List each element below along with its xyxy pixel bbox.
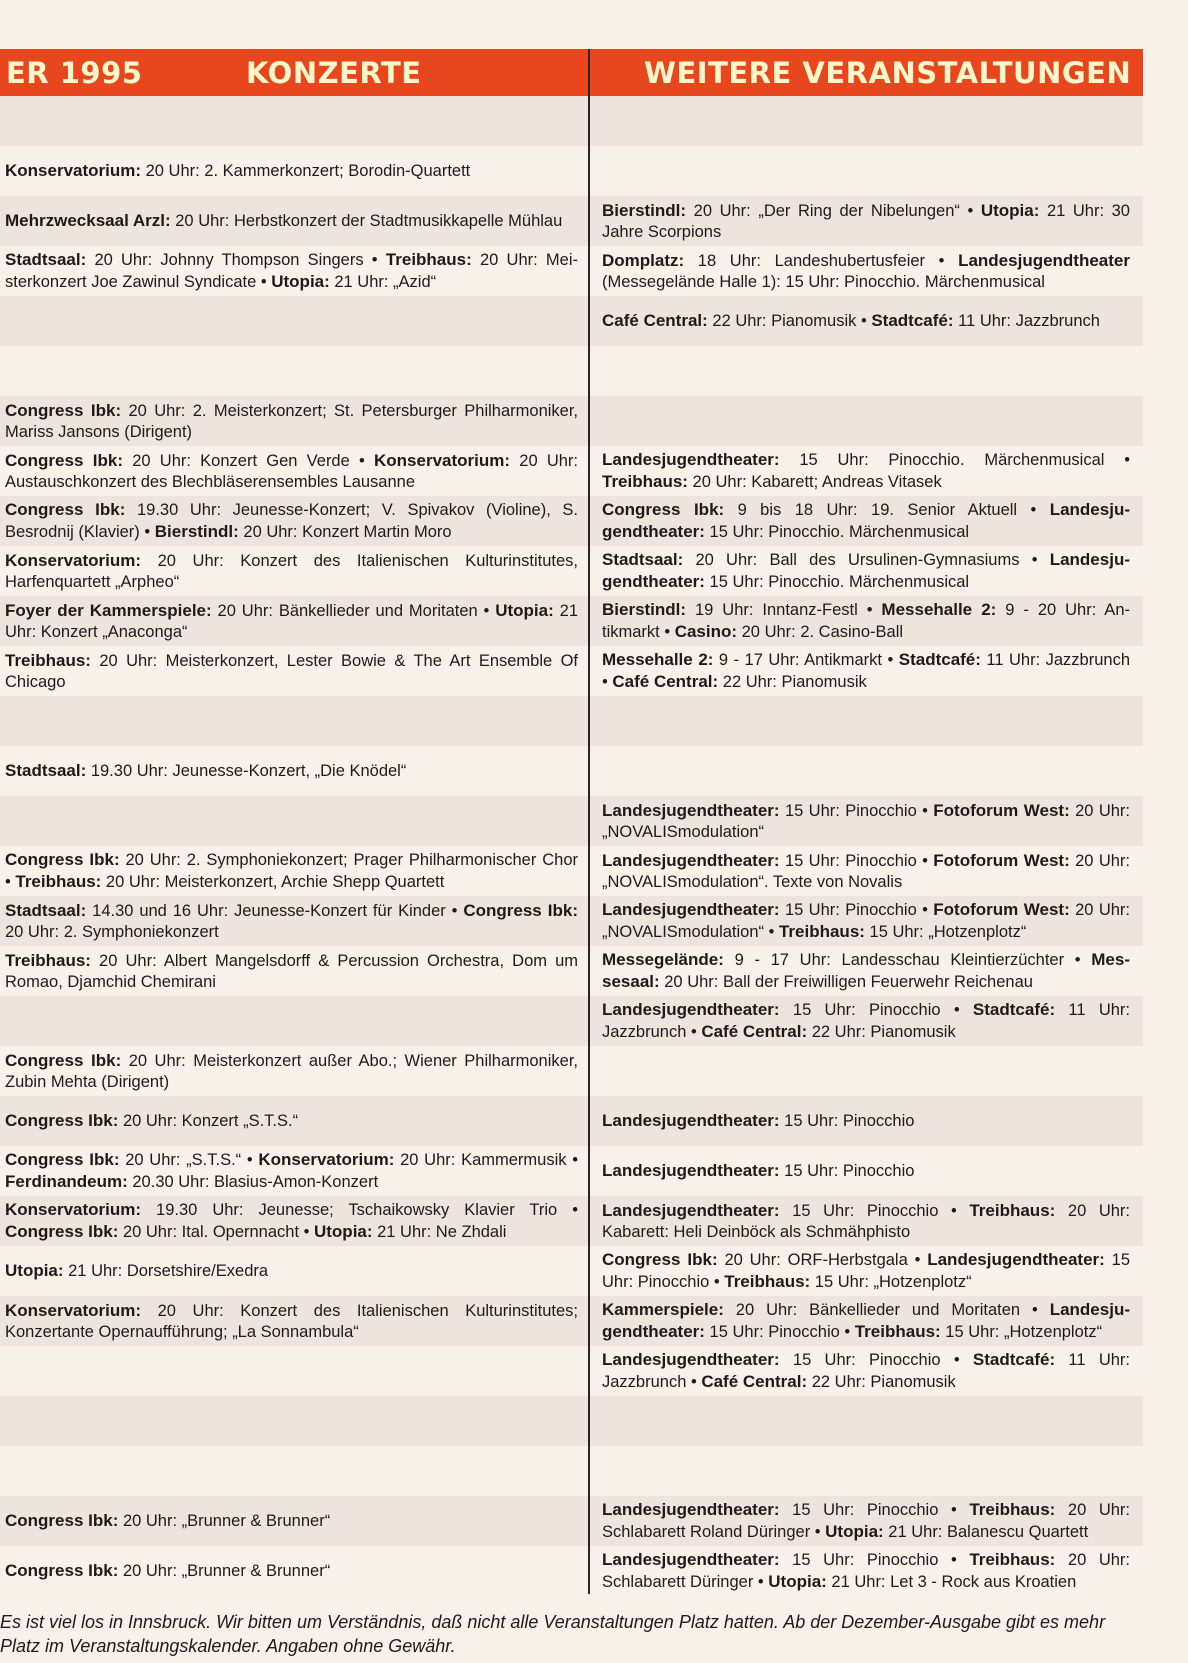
event-details: 15 Uhr: Pinocchio • — [602, 1251, 1131, 1291]
concert-entry — [5, 1196, 578, 1246]
concerts-column-heading: KONZERTE — [246, 56, 422, 90]
event-details: 15 Uhr: Pinocchio • — [779, 901, 934, 919]
venue-name: Café Central: — [701, 1372, 808, 1391]
venue-name: Stadtcafé: — [972, 1000, 1056, 1019]
event-details: 20 Uhr: Schlabarett Düringer • — [602, 1551, 1130, 1591]
concert-entry — [5, 496, 578, 546]
day-row — [0, 1196, 1143, 1246]
concert-entry — [5, 146, 578, 196]
day-row — [0, 796, 1143, 846]
event-details: 21 Uhr: Balanescu Quartett — [883, 1523, 1089, 1541]
event-details: 20 Uhr: 2. Symphoniekonzert; Prager Philharmonischer Chor • — [5, 851, 578, 891]
day-row — [0, 546, 1143, 596]
other-event-entry — [602, 1296, 1130, 1346]
other-event-entry — [602, 496, 1130, 546]
venue-name: Utopia: — [5, 1261, 64, 1280]
venue-name: Ferdinandeum: — [5, 1172, 128, 1191]
other-event-entry — [602, 396, 1130, 446]
event-details: 21 Uhr: „Azid“ — [329, 273, 437, 291]
event-details: 15 Uhr: Pinocchio. Märchenmusical • — [779, 451, 1130, 469]
other-event-entry — [602, 346, 1130, 396]
venue-name: Landesjugendtheater: — [602, 450, 780, 469]
event-details: 20 Uhr: „NOVALISmodulation“ • — [602, 901, 1130, 941]
event-details: 20 Uhr: Meisterkonzert außer Abo.; Wiener Philharmoniker, Zubin Mehta (Dirigent) — [5, 1051, 578, 1091]
other-event-entry — [602, 196, 1130, 246]
concert-entry — [5, 1296, 578, 1346]
venue-name: Foyer der Kammerspiele: — [5, 600, 212, 620]
venue-name: Fotoforum West: — [933, 800, 1070, 820]
other-event-entry — [602, 1046, 1130, 1096]
event-details: 20 Uhr: Albert Mangelsdorff & Percussion Orchestra, Dom um Romao, Djamchid Chemirani — [5, 951, 578, 991]
venue-name: Konservatorium: — [5, 550, 142, 570]
concert-entry — [5, 196, 578, 246]
venue-name: Landesjugendtheater: — [602, 1111, 780, 1130]
event-details: 19.30 Uhr: Jeunesse-Konzert, „Die Knödel“ — [86, 762, 407, 780]
column-divider — [588, 49, 590, 1594]
venue-name: Bierstindl: — [602, 600, 687, 619]
venue-name: Stadtsaal: — [602, 550, 684, 569]
event-details: 20 Uhr: 2. Meisterkonzert; St. Petersburger Philharmoniker, Mariss Jansons (Dirigent) — [5, 401, 579, 441]
venue-name: Congress Ibk: — [5, 1561, 119, 1580]
event-details: 15 Uhr: Pinocchio • — [779, 1551, 970, 1569]
event-details: 20 Uhr: Konzert des Italienischen Kulturinstitutes; Konzertante Opernaufführung; „La Sonnambula“ — [5, 1301, 578, 1341]
event-details: 20 Uhr: Ball des Ursulinen-Gymnasiums • — [683, 551, 1050, 569]
venue-name: Treibhaus: — [724, 1272, 811, 1291]
other-event-entry — [602, 1096, 1130, 1146]
event-details: 20 Uhr: „Brunner & Brunner“ — [118, 1562, 331, 1580]
other-event-entry — [602, 1496, 1130, 1546]
day-row — [0, 596, 1143, 646]
event-details: 15 Uhr: Pinocchio. Märchenmusical — [704, 573, 970, 591]
concert-entry — [5, 96, 578, 146]
event-details: 20 Uhr: Konzert des Italienischen Kulturinstitutes, Harfenquartett „Arpheo“ — [5, 551, 578, 591]
event-details: 20 Uhr: Meisterkonzert, Lester Bowie & The Art Ensemble Of Chicago — [5, 651, 578, 691]
day-row — [0, 1296, 1143, 1346]
event-details: 15 Uhr: „Hotzenplotz“ — [864, 923, 1027, 941]
concert-entry — [5, 896, 578, 946]
day-row — [0, 896, 1143, 946]
event-details: 20 Uhr: Konzert „S.T.S.“ — [118, 1112, 299, 1130]
event-details: 22 Uhr: Pianomusik — [807, 1023, 956, 1041]
event-details: 11 Uhr: Jazzbrunch • — [602, 651, 1131, 691]
venue-name: Café Central: — [701, 1022, 808, 1041]
venue-name: Congress Ibk: — [5, 1222, 119, 1241]
event-details: 20 Uhr: „Der Ring der Nibelungen“ • — [686, 201, 981, 220]
other-event-entry — [602, 1196, 1130, 1246]
event-details: 20 Uhr: „NOVALISmodulation“. Texte von Novalis — [602, 851, 1130, 891]
day-row — [0, 396, 1143, 446]
event-details: 19.30 Uhr: Jeunesse; Tschaikowsky Klavier Trio • — [141, 1201, 578, 1219]
venue-name: Treibhaus: — [969, 1500, 1056, 1519]
event-details: 21 Uhr: Dorsetshire/Exedra — [63, 1262, 269, 1280]
venue-name: Stadtcafé: — [972, 1350, 1056, 1369]
concert-entry — [5, 696, 578, 746]
event-details: 14.30 und 16 Uhr: Jeunesse-Konzert für Kinder • — [86, 901, 464, 920]
other-event-entry — [602, 246, 1130, 296]
venue-name: Treibhaus: — [969, 1550, 1056, 1569]
day-row — [0, 746, 1143, 796]
venue-name: Landesjugendtheater: — [602, 550, 1130, 591]
event-details: 20 Uhr: Austauschkonzert des Blechbläserensembles Lausanne — [5, 451, 579, 491]
other-event-entry — [602, 596, 1130, 646]
event-details: 20 Uhr: 2. Casino-Ball — [737, 623, 904, 641]
venue-name: Congress Ibk: — [5, 1111, 119, 1130]
event-details: 20 Uhr: Bänkellieder und Moritaten • — [211, 601, 496, 620]
event-details: 20 Uhr: Konzert Martin Moro — [238, 523, 452, 541]
day-row — [0, 996, 1143, 1046]
venue-name: Landesjugendtheater: — [602, 1000, 780, 1019]
venue-name: Landesjugendtheater — [958, 250, 1130, 270]
venue-name: Café Central: — [602, 311, 708, 330]
venue-name: Konservatorium: — [5, 1200, 142, 1219]
venue-name: Landesjugendtheater: — [602, 900, 780, 919]
event-details: 20 Uhr: „S.T.S.“ • — [119, 1151, 259, 1169]
venue-name: Treibhaus: — [778, 922, 865, 941]
venue-name: Treibhaus: — [5, 650, 91, 670]
venue-name: Bierstindl: — [154, 522, 239, 541]
event-details: (Messegelände Halle 1): 15 Uhr: Pinocchio. Märchenmusical — [602, 272, 1045, 291]
other-event-entry — [602, 96, 1130, 146]
day-row — [0, 1246, 1143, 1296]
event-details: 20 Uhr: Johnny Thompson Singers • — [86, 251, 386, 269]
event-details: 22 Uhr: Pianomusik — [807, 1373, 956, 1391]
event-details: 20 Uhr: Meisterkonzert Joe Zawinul Syndicate • — [5, 251, 578, 291]
event-details: 15 Uhr: Pinocchio. Märchenmusical — [704, 523, 970, 541]
day-row — [0, 846, 1143, 896]
concert-entry — [5, 846, 578, 896]
event-details: 20 Uhr: Konzert Gen Verde • — [123, 451, 375, 470]
event-details: 15 Uhr: „Hotzenplotz“ — [940, 1323, 1103, 1341]
event-details: 15 Uhr: Pinocchio — [779, 1112, 915, 1130]
day-row — [0, 1096, 1143, 1146]
concert-entry — [5, 946, 578, 996]
concert-entry — [5, 646, 578, 696]
concert-entry — [5, 1096, 578, 1146]
event-details: 20 Uhr: ORF-Herbstgala • — [717, 1251, 928, 1269]
event-details: 19.30 Uhr: Jeunesse-Konzert; V. Spivakov (Violine), S. Besrodnij (Klavier) • — [5, 501, 578, 541]
venue-name: Landesjugendtheater: — [602, 1550, 780, 1569]
event-details: 15 Uhr: Pinocchio — [779, 1162, 915, 1180]
other-events-column-heading: WEITERE VERANSTALTUNGEN — [644, 56, 1132, 90]
venue-name: Fotoforum West: — [933, 900, 1070, 919]
event-details: 20 Uhr: Ital. Opernnacht • — [118, 1223, 314, 1241]
day-row — [0, 496, 1143, 546]
concert-entry — [5, 1396, 578, 1446]
day-row — [0, 946, 1143, 996]
event-details: 20 Uhr: „Brunner & Brunner“ — [118, 1512, 331, 1530]
venue-name: Landesjugendtheater: — [602, 1500, 780, 1519]
event-details: 20 Uhr: Schlabarett Roland Düringer • — [602, 1501, 1130, 1541]
venue-name: Congress Ibk: — [5, 1050, 122, 1070]
event-details: 15 Uhr: Pinocchio • — [779, 851, 934, 870]
concert-entry — [5, 1446, 578, 1496]
other-event-entry — [602, 1346, 1130, 1396]
venue-name: Messehalle 2: — [602, 650, 714, 669]
concert-entry — [5, 596, 578, 646]
venue-name: Konservatorium: — [5, 161, 142, 180]
day-row — [0, 446, 1143, 496]
venue-name: Treibhaus: — [969, 1200, 1056, 1220]
event-details: 11 Uhr: Jazzbrunch • — [602, 1351, 1131, 1391]
day-row — [0, 1496, 1143, 1546]
venue-name: Congress Ibk: — [5, 1511, 119, 1530]
venue-name: Treibhaus: — [854, 1322, 941, 1341]
venue-name: Utopia: — [768, 1572, 827, 1591]
venue-name: Landesjugendtheater: — [602, 1161, 780, 1180]
event-details: 15 Uhr: Pinocchio • — [779, 1001, 973, 1019]
venue-name: Stadtsaal: — [5, 900, 87, 920]
day-row — [0, 146, 1143, 196]
venue-name: Utopia: — [825, 1522, 884, 1541]
venue-name: Stadtsaal: — [5, 250, 87, 269]
event-details: 9 - 17 Uhr: Antikmarkt • — [713, 651, 899, 669]
event-details: 21 Uhr: Konzert „Anaconga“ — [5, 601, 578, 641]
venue-name: Landesjugendtheater: — [602, 500, 1130, 541]
event-details: 20 Uhr: Meisterkonzert, Archie Shepp Quartett — [101, 873, 445, 891]
other-event-entry — [602, 546, 1130, 596]
day-row — [0, 1446, 1143, 1496]
concert-entry — [5, 1546, 578, 1596]
venue-name: Stadtcafé: — [898, 650, 981, 669]
concert-entry — [5, 446, 578, 496]
concert-entry — [5, 1046, 578, 1096]
event-details: 20 Uhr: 2. Symphoniekonzert — [5, 922, 219, 941]
event-details: 20 Uhr: Kabarett; Andreas Vitasek — [687, 473, 942, 491]
other-event-entry — [602, 1146, 1130, 1196]
event-details: 15 Uhr: Pinocchio • — [779, 801, 934, 820]
month-year-heading: ER 1995 — [6, 56, 143, 90]
other-event-entry — [602, 1246, 1130, 1296]
other-event-entry — [602, 1446, 1130, 1496]
other-event-entry — [602, 1546, 1130, 1596]
venue-name: Messesaal: — [602, 950, 1130, 991]
other-event-entry — [602, 896, 1130, 946]
venue-name: Congress Ibk: — [5, 500, 126, 519]
day-row — [0, 346, 1143, 396]
event-details: 21 Uhr: 30 Jahre Scorpions — [602, 201, 1130, 241]
concert-entry — [5, 246, 578, 296]
venue-name: Utopia: — [313, 1222, 373, 1241]
venue-name: Congress Ibk: — [5, 400, 122, 420]
event-details: 15 Uhr: Pinocchio • — [704, 1323, 855, 1341]
venue-name: Landesjugendtheater: — [602, 1300, 1130, 1341]
venue-name: Casino: — [674, 622, 738, 641]
event-details: 20 Uhr: Kammermusik • — [394, 1151, 578, 1169]
event-details: 9 - 17 Uhr: Landesschau Kleintierzüchter • — [723, 951, 1092, 969]
event-details: 21 Uhr: Let 3 - Rock aus Kroatien — [826, 1573, 1077, 1591]
concert-entry — [5, 296, 578, 346]
event-details: 15 Uhr: „Hotzenplotz“ — [810, 1273, 972, 1291]
event-details: 20 Uhr: Bänkellieder und Moritaten • — [723, 1301, 1050, 1319]
footer-note: Es ist viel los in Innsbruck. Wir bitten um Verständnis, daß nicht alle Veranstaltungen Platz hatten. Ab der Dezember-Ausgabe gibt es mehr Platz im Veranstaltungskalender. Angaben ohne Gewähr. — [0, 1612, 1106, 1656]
event-details: 20 Uhr: Ball der Freiwilligen Feuerwehr Reichenau — [659, 973, 1033, 991]
concert-entry — [5, 346, 578, 396]
venue-name: Utopia: — [271, 272, 330, 291]
event-details: 20 Uhr: „NOVALISmodulation“ — [602, 801, 1130, 841]
venue-name: Utopia: — [495, 600, 554, 620]
concert-entry — [5, 1496, 578, 1546]
other-event-entry — [602, 296, 1130, 346]
other-event-entry — [602, 996, 1130, 1046]
venue-name: Landesjugendtheater: — [602, 850, 780, 870]
venue-name: Treibhaus: — [602, 472, 688, 491]
venue-name: Café Central: — [612, 672, 719, 691]
venue-name: Congress Ibk: — [5, 850, 120, 869]
other-event-entry — [602, 796, 1130, 846]
other-event-entry — [602, 746, 1130, 796]
day-row — [0, 1396, 1143, 1446]
venue-name: Stadtsaal: — [5, 761, 87, 780]
other-event-entry — [602, 946, 1130, 996]
day-row — [0, 1046, 1143, 1096]
other-event-entry — [602, 146, 1130, 196]
concert-entry — [5, 546, 578, 596]
day-row — [0, 1546, 1143, 1596]
day-row — [0, 196, 1143, 246]
venue-name: Congress Ibk: — [602, 500, 725, 519]
day-row — [0, 246, 1143, 296]
other-event-entry — [602, 446, 1130, 496]
venue-name: Landesjugendtheater: — [602, 1350, 780, 1369]
event-details: 19 Uhr: Inntanz-Festl • — [686, 601, 882, 619]
concert-entry — [5, 796, 578, 846]
venue-name: Domplatz: — [602, 250, 685, 270]
venue-name: Bierstindl: — [602, 200, 687, 220]
venue-name: Stadtcafé: — [871, 311, 954, 330]
event-details: 15 Uhr: Pinocchio • — [779, 1501, 970, 1519]
event-details: 21 Uhr: Ne Zhdali — [372, 1223, 507, 1241]
other-event-entry — [602, 846, 1130, 896]
venue-name: Konservatorium: — [374, 450, 511, 470]
venue-name: Kammerspiele: — [602, 1300, 724, 1319]
venue-name: Utopia: — [980, 200, 1040, 220]
concert-entry — [5, 996, 578, 1046]
day-row — [0, 696, 1143, 746]
event-details: 9 - 20 Uhr: Antikmarkt • — [602, 601, 1130, 641]
venue-name: Treibhaus: — [385, 250, 472, 269]
concert-entry — [5, 396, 578, 446]
other-event-entry — [602, 1396, 1130, 1446]
event-details: 11 Uhr: Jazzbrunch — [953, 312, 1100, 330]
concert-entry — [5, 1146, 578, 1196]
venue-name: Fotoforum West: — [933, 850, 1070, 870]
venue-name: Treibhaus: — [15, 872, 102, 891]
day-row — [0, 1146, 1143, 1196]
venue-name: Messehalle 2: — [881, 600, 997, 619]
section-header-bar — [0, 49, 1143, 96]
other-event-entry — [602, 696, 1130, 746]
venue-name: Konservatorium: — [258, 1150, 395, 1169]
venue-name: Congress Ibk: — [5, 1150, 120, 1169]
day-row — [0, 96, 1143, 146]
event-details: 20 Uhr: Kabarett: Heli Deinböck als Schmähphisto — [602, 1201, 1130, 1241]
event-details: 15 Uhr: Pinocchio • — [779, 1201, 970, 1220]
other-event-entry — [602, 646, 1130, 696]
venue-name: Landesjugendtheater: — [602, 800, 780, 820]
venue-name: Congress Ibk: — [463, 900, 578, 920]
event-details: 11 Uhr: Jazzbrunch • — [602, 1001, 1131, 1041]
event-details: 15 Uhr: Pinocchio • — [779, 1351, 973, 1369]
venue-name: Konservatorium: — [5, 1300, 142, 1320]
concert-entry — [5, 1346, 578, 1396]
concert-entry — [5, 746, 578, 796]
event-details: 20.30 Uhr: Blasius-Amon-Konzert — [127, 1173, 379, 1191]
venue-name: Mehrzwecksaal Arzl: — [5, 211, 171, 230]
venue-name: Landesjugendtheater: — [927, 1250, 1105, 1269]
venue-name: Landesjugendtheater: — [602, 1200, 780, 1220]
event-details: 22 Uhr: Pianomusik — [718, 673, 867, 691]
venue-name: Congress Ibk: — [602, 1250, 718, 1269]
event-details: 9 bis 18 Uhr: 19. Senior Aktuell • — [724, 501, 1050, 519]
event-details: 20 Uhr: Herbstkonzert der Stadtmusikkapelle Mühlau — [170, 212, 563, 230]
event-details: 22 Uhr: Pianomusik • — [707, 312, 872, 330]
venue-name: Treibhaus: — [5, 950, 91, 970]
concert-entry — [5, 1246, 578, 1296]
day-row — [0, 646, 1143, 696]
day-row — [0, 296, 1143, 346]
venue-name: Messegelände: — [602, 950, 724, 969]
day-row — [0, 1346, 1143, 1396]
venue-name: Congress Ibk: — [5, 450, 123, 470]
event-details: 18 Uhr: Landeshubertusfeier • — [684, 251, 959, 270]
event-details: 20 Uhr: 2. Kammerkonzert; Borodin-Quartett — [141, 162, 471, 180]
